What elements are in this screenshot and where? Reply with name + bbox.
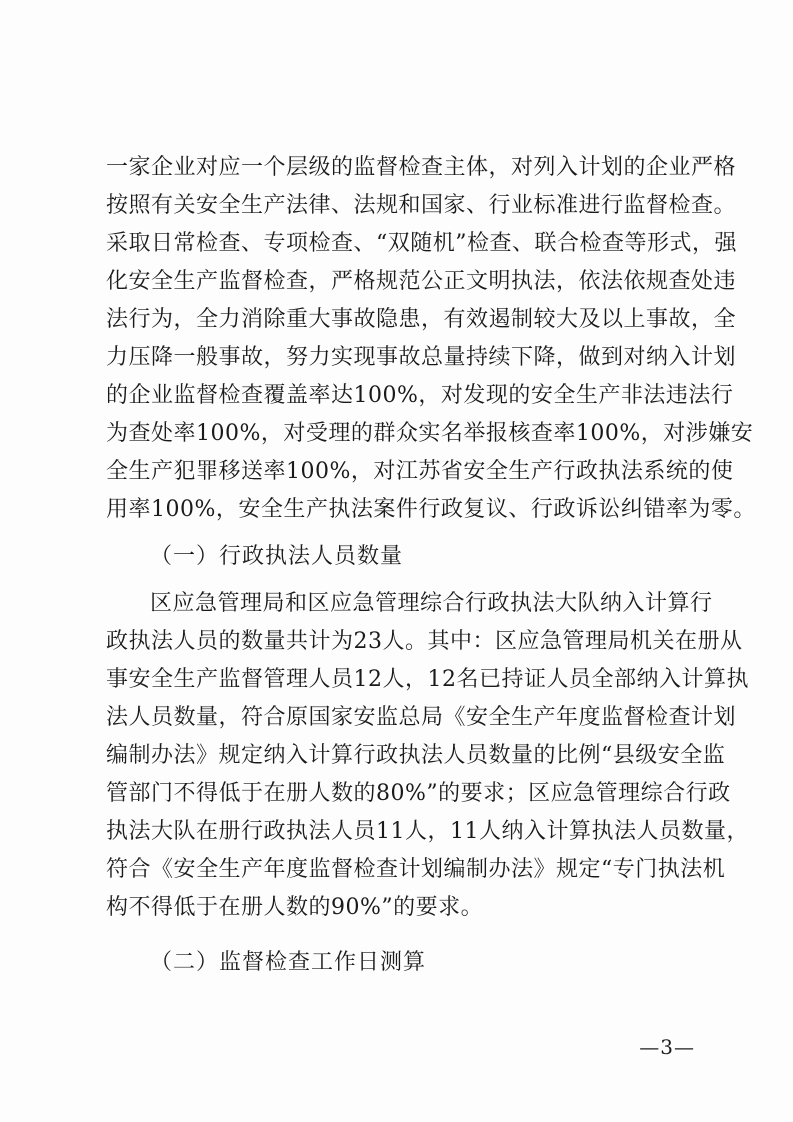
paragraph-line: 全生产犯罪移送率100%，对江苏省安全生产行政执法系统的使 — [106, 459, 734, 484]
section-heading-staff-count: （一）行政执法人员数量 — [150, 544, 404, 569]
page-number: —3— — [639, 1035, 695, 1059]
paragraph-line: 为查处率100%，对受理的群众实名举报核查率100%，对涉嫌安 — [106, 421, 754, 446]
paragraph-line: 采取日常检查、专项检查、“双随机”检查、联合检查等形式，强 — [106, 231, 737, 256]
paragraph-line: 按照有关安全生产法律、法规和国家、行业标准进行监督检查。 — [106, 193, 737, 218]
paragraph-line: 构不得低于在册人数的90%”的要求。 — [106, 895, 484, 920]
paragraph-line: 事安全生产监督管理人员12人，12名已持证人员全部纳入计算执 — [106, 667, 749, 692]
paragraph-line: 力压降一般事故，努力实现事故总量持续下降，做到对纳入计划 — [106, 345, 737, 370]
paragraph-line: 编制办法》规定纳入计算行政执法人员数量的比例“县级安全监 — [106, 743, 726, 768]
paragraph-line: 化安全生产监督检查，严格规范公正文明执法，依法依规查处违 — [106, 269, 737, 294]
paragraph-line: 法人员数量，符合原国家安监总局《安全生产年度监督检查计划 — [106, 705, 737, 730]
paragraph-line: 用率100%，安全生产执法案件行政复议、行政诉讼纠错率为零。 — [106, 497, 756, 522]
paragraph-line: 一家企业对应一个层级的监督检查主体，对列入计划的企业严格 — [106, 155, 737, 180]
paragraph-line: 区应急管理局和区应急管理综合行政执法大队纳入计算行 — [150, 591, 713, 616]
section-heading-workday-estimate: （二）监督检查工作日测算 — [150, 950, 427, 975]
paragraph-line: 执法大队在册行政执法人员11人，11人纳入计算执法人员数量， — [106, 819, 749, 844]
paragraph-line: 管部门不得低于在册人数的80%”的要求；区应急管理综合行政 — [106, 781, 731, 806]
paragraph-line: 符合《安全生产年度监督检查计划编制办法》规定“专门执法机 — [106, 857, 726, 882]
paragraph-line: 的企业监督检查覆盖率达100%，对发现的安全生产非法违法行 — [106, 383, 734, 408]
paragraph-line: 法行为，全力消除重大事故隐患，有效遏制较大及以上事故，全 — [106, 307, 737, 332]
paragraph-line: 政执法人员的数量共计为23人。其中：区应急管理局机关在册从 — [106, 629, 743, 654]
